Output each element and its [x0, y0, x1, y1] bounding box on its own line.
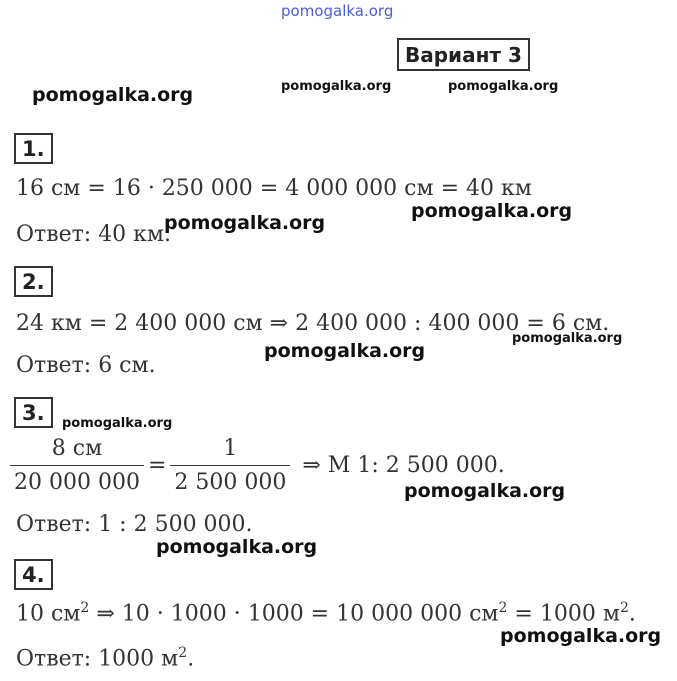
superscript: 2: [178, 645, 188, 661]
fraction-2: [170, 436, 290, 495]
fraction-1-denominator: 20 000 000: [10, 465, 144, 495]
task-1-solution: 16 см = 16 · 250 000 = 4 000 000 см = 40 км: [16, 176, 532, 201]
task-1-answer: Ответ: 40 км.: [16, 222, 172, 247]
watermark: pomogalka.org: [62, 416, 173, 431]
text-part: .: [628, 601, 636, 627]
task-4-solution: [16, 600, 636, 626]
superscript: 2: [80, 600, 90, 616]
watermark: pomogalka.org: [164, 212, 326, 234]
fraction-2-numerator: 1: [223, 436, 238, 461]
task-number-1: 1.: [14, 133, 53, 164]
task-number-3: 3.: [14, 397, 53, 428]
watermark: pomogalka.org: [281, 79, 392, 94]
variant-label: Вариант 3: [397, 38, 530, 71]
task-3-result: ⇒ M 1: 2 500 000.: [302, 453, 505, 478]
text-part: ⇒ 10 · 1000 · 1000 = 10 000 000 см: [89, 601, 499, 627]
superscript: 2: [619, 600, 629, 616]
watermark: pomogalka.org: [411, 200, 573, 222]
watermark: pomogalka.org: [512, 331, 623, 346]
fraction-2-denominator: 2 500 000: [170, 465, 290, 495]
fraction-1: [10, 436, 144, 495]
task-number-2: 2.: [14, 266, 53, 297]
task-2-solution: 24 км = 2 400 000 см ⇒ 2 400 000 : 400 000 = 6 см.: [16, 311, 610, 336]
watermark: pomogalka.org: [448, 79, 559, 94]
task-3-answer: Ответ: 1 : 2 500 000.: [16, 512, 253, 537]
text-part: = 1000 м: [507, 601, 620, 627]
text-part: 10 см: [16, 601, 81, 627]
task-number-4: 4.: [14, 559, 53, 590]
superscript: 2: [498, 600, 508, 616]
task-2-answer: Ответ: 6 см.: [16, 353, 156, 378]
text-part: .: [187, 646, 195, 672]
watermark: pomogalka.org: [500, 625, 662, 647]
watermark: pomogalka.org: [404, 480, 566, 502]
equals-sign: =: [147, 453, 167, 478]
watermark: pomogalka.org: [32, 84, 194, 106]
watermark-top: pomogalka.org: [281, 2, 394, 20]
watermark: pomogalka.org: [264, 340, 426, 362]
fraction-1-numerator: 8 см: [51, 436, 103, 461]
watermark: pomogalka.org: [156, 536, 318, 558]
text-part: Ответ: 1000 м: [16, 646, 179, 672]
task-4-answer: [16, 645, 194, 671]
